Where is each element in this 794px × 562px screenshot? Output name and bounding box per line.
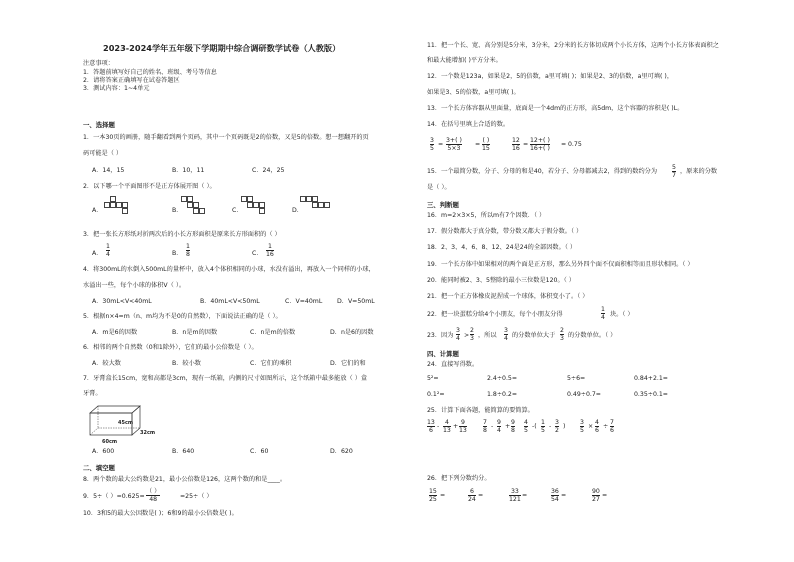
fraction: 90 27: [592, 488, 600, 503]
question-text: 17．假分数都大于真分数，带分数又都大于假分数。（ ）: [427, 228, 583, 235]
question-text: 12．一个数是123a，如果是2，5的倍数，a里可填( )；如果是2、3的倍数，a里可填( )，: [427, 73, 674, 80]
question-text: 7．牙膏盒长15cm，宽和高都是3cm，现有一纸箱，内侧的尺寸如图所示，这个纸箱中最多能放（ ）盒: [83, 375, 368, 382]
fraction: 3+( ) 5×3: [446, 137, 462, 152]
page-title: 2023-2024学年五年级下学期期中综合调研数学试卷（人教版）: [103, 43, 341, 53]
box-height-label: 45cm: [118, 420, 134, 426]
option: D．n是6的因数: [330, 329, 374, 336]
calc-item: 1.8÷0.2=: [487, 391, 518, 398]
option: B．n是m的因数: [172, 329, 218, 336]
equals-sign: =: [478, 492, 484, 499]
calc-item: 0.1²=: [427, 391, 445, 398]
question-text: 25．计算下面各题，能简算的要简算。: [427, 407, 534, 414]
option: A．较大数: [92, 360, 121, 367]
option: C．它们的乘积: [250, 360, 292, 367]
answer-value: 0.75: [568, 141, 582, 148]
question-text: 8．两个数的最大公约数是21，最小公倍数是126，这两个数的和是____。: [83, 476, 287, 483]
fraction: 12+( ) 16+( ): [530, 137, 550, 152]
box-width-label: 32cm: [140, 430, 156, 436]
fraction: 3 4: [456, 327, 460, 342]
equals-sign: =: [602, 492, 608, 499]
operator: -: [549, 423, 552, 430]
operator: +: [453, 423, 459, 430]
fraction: 9 8: [511, 419, 515, 434]
option: C．: [252, 250, 263, 257]
section-heading: 二、填空题: [83, 464, 115, 472]
question-text: 码可能是（ ）: [83, 150, 123, 157]
fraction: 36 54: [551, 488, 559, 503]
question-text: 13．一个长方体容器从里面量，底面是一个4dm的正方形，高5dm，这个容器的容积是( )L。: [427, 105, 684, 112]
question-text: 1．一本30页的画册，随手翻看到两个页码，其中一个页码既是2的倍数，又是5的倍数。想一想翻开的页: [83, 134, 369, 141]
equals-sign: =: [561, 492, 567, 499]
option: C．: [232, 207, 243, 214]
option: B．: [172, 250, 183, 257]
cube-net-figure: [241, 196, 277, 220]
question-text: 的分数单位。（ ）: [568, 332, 617, 339]
fraction: 1 4: [106, 243, 110, 258]
calc-item: 5÷6=: [567, 375, 586, 382]
question-text: 和最大能增加( )平方分米。: [427, 57, 502, 64]
option: B．: [172, 207, 183, 214]
fraction: 33 121: [509, 488, 521, 503]
question-text: 块。（ ）: [610, 311, 634, 318]
question-text: 23．因为: [427, 332, 454, 339]
calc-item: 2.4÷0.5=: [487, 375, 518, 382]
option: A．600: [92, 448, 115, 455]
option: D．620: [330, 448, 353, 455]
option: B．10，11: [172, 167, 205, 174]
option: C．24，25: [252, 167, 285, 174]
fraction: 3 5: [430, 137, 434, 152]
operator: +: [505, 423, 511, 430]
question-text: >: [464, 332, 470, 339]
equals-sign: =: [475, 141, 481, 148]
question-text: 4．将300mL的水倒入500mL的量杯中，放入4个体积相同的小球，水没有溢出，再放入一个同样的小球，: [83, 266, 375, 273]
option: A．14，15: [92, 167, 125, 174]
fraction: 1 8: [186, 243, 190, 258]
cube-net-figure: [181, 196, 217, 220]
fraction: 4 6: [595, 419, 599, 434]
question-text: 3．把一张长方形纸对折两次后的小长方形面积是原来长方形面积的（ ）: [83, 231, 281, 238]
question-text: 20．能同时被2、3、5整除的最小三位数是120。（ ）: [427, 277, 575, 284]
option: D．V=50mL: [337, 298, 375, 305]
fraction: 12 16: [512, 137, 520, 152]
question-text: =25÷（ ）: [180, 493, 213, 500]
question-text: 16．m=2×3×5，所以m有7个因数．（ ）: [427, 212, 546, 219]
fraction: 6 24: [468, 488, 476, 503]
box-length-label: 60cm: [102, 439, 118, 445]
question-text: 水溢出一些，每个小球的体积V（ ）。: [83, 282, 186, 289]
box-diagram: [88, 403, 168, 445]
equals-sign: =: [522, 492, 528, 499]
notes-heading: 注意事项：: [83, 60, 114, 67]
equals-sign: =: [440, 492, 446, 499]
question-text: 10．3和5的最大公因数是( )；6和9的最小公倍数是( )。: [83, 510, 238, 517]
section-heading: 四、计算题: [427, 350, 459, 358]
question-text: 如果是3、5的倍数，a里可填( )。: [427, 89, 520, 96]
cube-net-figure: [104, 196, 140, 220]
section-heading: 三、判断题: [427, 201, 459, 209]
question-text: 21．把一个正方体橡皮泥捏成一个球体，体积变小了。（ ）: [427, 293, 589, 300]
option: D．: [292, 207, 303, 214]
operator: -: [491, 423, 494, 430]
section-heading: 一、选择题: [83, 121, 115, 129]
fraction: 1 16: [266, 243, 274, 258]
option: C．60: [250, 448, 269, 455]
fraction: 4 5: [524, 419, 528, 434]
calc-item: 5²=: [427, 375, 439, 382]
option: D．它们的和: [330, 360, 366, 367]
fraction: 5 7: [672, 164, 676, 179]
option: C．V=40mL: [285, 298, 323, 305]
question-text: 24．直接写得数。: [427, 361, 479, 368]
question-text: 15．一个最简分数，分子、分母的和是40，若分子、分母都减去2，得到的数约分为: [427, 168, 658, 175]
fraction: 4 13: [443, 419, 451, 434]
note-item: 1．答题前填写好自己的姓名、班级、考号等信息: [83, 69, 217, 76]
option: B．40mL<V<50mL: [200, 298, 260, 305]
option: B．640: [172, 448, 195, 455]
fraction: 2 3: [560, 327, 564, 342]
fraction: 1 5: [541, 419, 545, 434]
fraction: 7 6: [610, 419, 614, 434]
equals-sign: =: [561, 141, 567, 148]
question-text: 5．根据n×4=m（n、m均为不是0的自然数），下面说法正确的是（ ）。: [83, 313, 282, 320]
question-text: 18．2、3、4、6、8、12、24是24的全部因数。（ ）: [427, 244, 577, 251]
operator: ×: [588, 423, 594, 430]
fraction: ( ) 15: [482, 137, 490, 152]
question-text: 11．把一个长、宽、高分别是5分米，3分米，2分米的长方体切成两个小长方体，这两个小长方体表面积之: [427, 42, 719, 49]
calc-item: 0.84+2.1=: [634, 375, 668, 382]
calc-item: 0.49÷0.7=: [567, 391, 601, 398]
operator: -(: [532, 423, 537, 430]
operator: ÷: [603, 423, 609, 430]
option: A．: [92, 207, 103, 214]
cube-net-figure: [300, 196, 336, 220]
fraction: 1 4: [601, 306, 605, 321]
question-text: 26．把下列分数约分。: [427, 475, 491, 482]
operator: -: [437, 423, 440, 430]
option: B．较小数: [172, 360, 201, 367]
question-text: ，所以: [478, 332, 497, 339]
operator: ): [563, 423, 566, 430]
equals-sign: =: [438, 141, 444, 148]
fraction: 3 4: [504, 327, 508, 342]
question-text: ，原来的分数: [680, 168, 718, 175]
option: A．m是6的因数: [92, 329, 138, 336]
fraction: （ ） 48: [146, 488, 161, 503]
fraction: 9 13: [459, 419, 467, 434]
question-text: 是（ ）。: [427, 184, 451, 191]
note-item: 3．测试内容：1~4单元: [83, 85, 150, 92]
question-text: 22．把一块蛋糕分给4个小朋友，每个小朋友分得: [427, 311, 563, 318]
question-text: 牙膏。: [83, 390, 102, 397]
fraction: 3 5: [580, 419, 584, 434]
question-text: 19．一个长方体中如果相对的两个面是正方形，那么另外四个面不仅面积相等而且形状相同。（ ）: [427, 261, 694, 268]
fraction: 7 8: [483, 419, 487, 434]
question-text: 2．以下哪一个平面图形不是正方体展开图（ ）。: [83, 183, 216, 190]
fraction: 15 25: [429, 488, 437, 503]
question-text: 的分数单位大于: [512, 332, 556, 339]
option: A．30mL<V<40mL: [92, 298, 152, 305]
question-text: 9．5÷（ ）=0.625=: [83, 493, 145, 500]
option: C．n是m的倍数: [250, 329, 296, 336]
option: A．: [92, 250, 103, 257]
calc-item: 0.35÷0.1=: [634, 391, 668, 398]
question-text: 14．在括号里填上合适的数。: [427, 121, 510, 128]
equals-sign: =: [523, 141, 529, 148]
fraction: 9 4: [497, 419, 501, 434]
question-text: 6．相邻的两个自然数（0和1除外），它们的最小公倍数是（ ）。: [83, 344, 258, 351]
note-item: 2．请将答案正确填写在试卷答题区: [83, 77, 180, 84]
fraction: 13 6: [427, 419, 435, 434]
fraction: 2 3: [470, 327, 474, 342]
fraction: 3 2: [555, 419, 559, 434]
